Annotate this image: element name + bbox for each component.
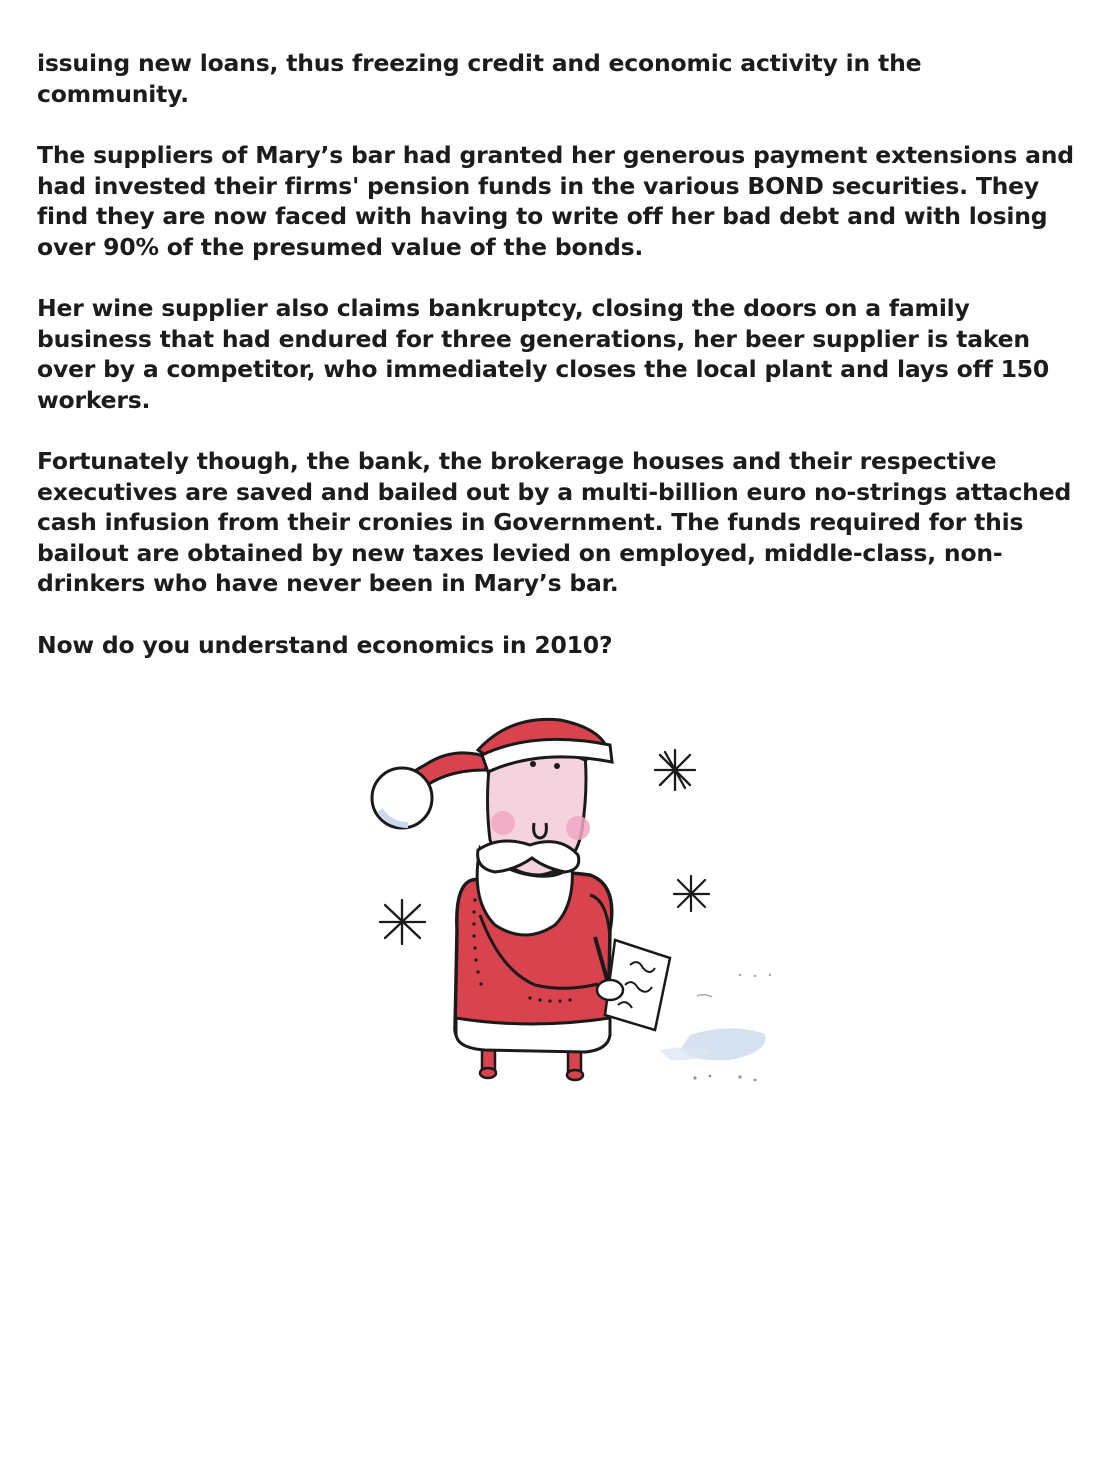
text-line: Her wine supplier also claims bankruptcy, closing the doors on a family: [37, 294, 970, 322]
snow-ground-shadow: [660, 974, 771, 1082]
text-line: over by a competitor, who immediately closes the local plant and lays off 150: [37, 355, 1050, 383]
paragraph-3: [37, 293, 1077, 415]
text-line: had invested their firms' pension funds in the various BOND securities. They: [37, 171, 1040, 200]
text-line: workers.: [37, 385, 151, 414]
text-line: cash infusion from their cronies in Government. The funds required for this: [37, 508, 1024, 536]
closing-question: [37, 630, 1077, 661]
text-line: over 90% of the presumed value of the bonds.: [37, 232, 644, 261]
paragraph-2: [37, 140, 1077, 262]
snowflake-icon: [655, 750, 695, 790]
text-line: find they are now faced with having to write off her bad debt and with losing: [37, 202, 1048, 230]
santa-illustration: [360, 700, 780, 1100]
text-line: Fortunately though, the bank, the brokerage houses and their respective: [37, 447, 997, 475]
text-line: issuing new loans, thus freezing credit and economic activity in the: [37, 49, 922, 77]
snowflake-icon: [380, 900, 425, 944]
text-line: community.: [37, 79, 189, 108]
text-line: executives are saved and bailed out by a multi-billion euro no-strings attached: [37, 477, 1072, 506]
text-line: The suppliers of Mary’s bar had granted her generous payment extensions and: [37, 141, 1074, 169]
document-body: [37, 48, 1077, 691]
paragraph-1: [37, 48, 1077, 109]
paragraph-4: [37, 446, 1077, 599]
text-line: drinkers who have never been in Mary’s bar.: [37, 569, 619, 597]
snowflake-icon: [674, 876, 709, 911]
text-line: Now do you understand economics in 2010?: [37, 630, 613, 659]
text-line: bailout are obtained by new taxes levied on employed, middle-class, non-: [37, 538, 1003, 567]
santa-drawing: [360, 700, 780, 1100]
text-line: business that had endured for three generations, her beer supplier is taken: [37, 324, 1030, 353]
